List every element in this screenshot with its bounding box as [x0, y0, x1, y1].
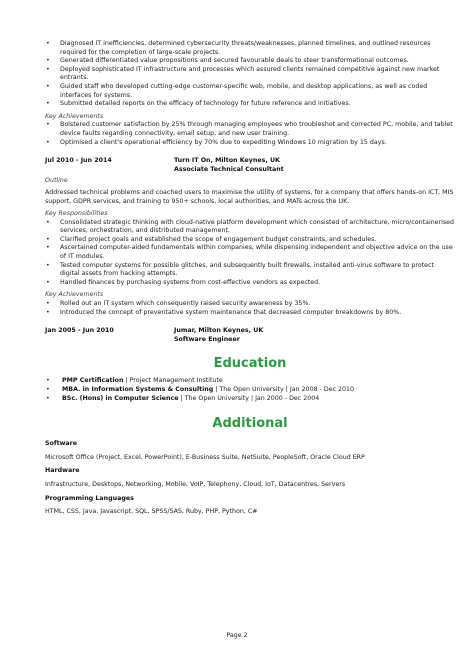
list-item: • Submitted detailed reports on the efficacy of technology for future reference and initiatives. — [45, 100, 455, 109]
education-detail: | Project Management Institute — [123, 377, 223, 385]
education-detail: | The Open University | Jan 2000 - Dec 2004 — [178, 394, 320, 402]
list-item — [45, 386, 455, 395]
list-item: • Bolstered customer satisfaction by 25% through managing employees who troubleshot and corrected PC, mobile, and tablet device faults regarding connectivity, email setup, and new user training. — [45, 121, 455, 138]
list-item — [45, 377, 455, 386]
software-label: Software — [45, 440, 78, 448]
list-item: • Tested computer systems for possible glitches, and subsequently built firewalls, installed anti-virus software to protect digital assets from hacking attempts. — [45, 262, 455, 279]
additional-heading: Additional — [212, 416, 288, 432]
hardware-text: Infrastructure, Desktops, Networking, Mobile, VoIP, Telephony, Cloud, IoT, Datacentres, Servers — [45, 480, 346, 488]
list-item: • Optimised a client's operational efficiency by 70% due to expediting Windows 10 migration by 15 days. — [45, 139, 455, 148]
outline-text: Addressed technical problems and coached users to maximise the utility of systems, for a company that offers hands-on ICT, MIS support, GDPR services, and training to 950+ schools, local authorities, and MATs across the UK. — [45, 188, 454, 205]
hardware-label: Hardware — [45, 467, 80, 475]
list-item: • Rolled out an IT system which consequently raised security awareness by 35%. — [45, 300, 455, 309]
list-item: • Consolidated strategic thinking with cloud-native platform development which consisted of architecture, micro/containerised services, orchestration, and distributed management. — [45, 219, 455, 236]
programming-languages-label: Programming Languages — [45, 494, 134, 502]
job2-achievements — [45, 300, 455, 317]
list-item: • Deployed sophisticated IT infrastructure and processes which assured clients remained competitive against new market entrants. — [45, 66, 455, 83]
programming-languages-text: HTML, CSS, Java, Javascript, SQL, SPSS/SAS, Ruby, PHP, Python, C# — [45, 508, 258, 516]
list-item: • Diagnosed IT inefficiencies, determined cybersecurity threats/weaknesses, planned timelines, and outlined resources required for the completion of large-scale projects. — [45, 40, 455, 57]
resume-page — [45, 40, 455, 517]
outline-label: Outline — [45, 177, 68, 185]
job2-responsibilities — [45, 219, 455, 288]
education-name: MBA. in Information Systems & Consulting — [62, 386, 214, 393]
education-list — [45, 377, 455, 403]
key-responsibilities-label: Key Responsibilities — [45, 210, 108, 218]
job2-title: Associate Technical Consultant — [174, 165, 284, 173]
software-text: Microsoft Office (Project, Excel, PowerPoint), E-Business Suite, NetSuite, PeopleSoft, Oracle Cloud ERP — [45, 453, 365, 461]
key-achievements-label: Key Achievements — [45, 112, 104, 120]
list-item: • Clarified project goals and established the scope of engagement budget constraints, and schedules. — [45, 236, 455, 245]
education-name: BSc. (Hons) in Computer Science — [62, 394, 179, 402]
job3-title: Software Engineer — [174, 335, 240, 343]
job3-title-row — [45, 336, 455, 345]
job2-dates: Jul 2010 - Jun 2014 — [45, 157, 112, 165]
job2-header — [45, 157, 455, 166]
key-achievements-label: Key Achievements — [45, 291, 104, 299]
job2-title-row — [45, 166, 455, 175]
list-item — [45, 395, 455, 404]
job1-achievements — [45, 121, 455, 147]
education-heading: Education — [213, 356, 287, 372]
education-name: PMP Certification — [62, 377, 124, 385]
job2-company: Turn IT On, Milton Keynes, UK — [174, 157, 280, 165]
list-item: • Guided staff who developed cutting-edge customer-specific web, mobile, and desktop applications, as well as coded interfaces for systems. — [45, 83, 455, 100]
list-item: • Generated differentiated value propositions and secured favourable deals to steer transformational outcomes. — [45, 57, 455, 66]
page-number: Page 2 — [226, 632, 248, 639]
job1-bullets — [45, 40, 455, 109]
list-item: • Handled finances by purchasing systems from cost-effective vendors as expected. — [45, 279, 455, 288]
job3-dates: Jan 2005 - Jun 2010 — [45, 327, 114, 335]
list-item: • Ascertained computer-aided fundamentals within companies, while dispensing independent and objective advice on the use of IT modules. — [45, 244, 455, 261]
job3-header — [45, 327, 455, 336]
list-item: • Introduced the concept of preventative system maintenance that decreased computer breakdowns by 80%. — [45, 309, 455, 318]
job3-company: Jumar, Milton Keynes, UK — [174, 327, 264, 335]
education-detail: | The Open University | Jan 2008 - Dec 2010 — [213, 386, 355, 393]
